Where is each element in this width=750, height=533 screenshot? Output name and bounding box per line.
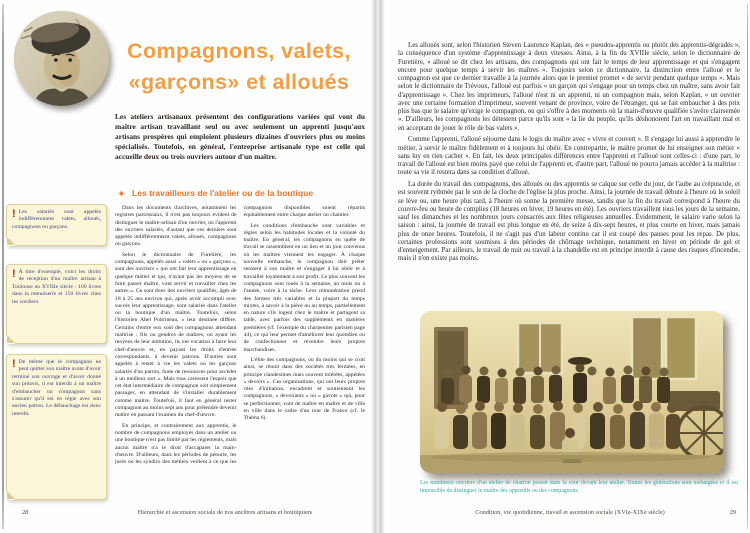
photo-caption: Les nombreux ouvriers d'un atelier de charron posent dans la cour devant leur atelier. Toutes les générations sont mélangées et il est impossible de distinguer le maître des apprentis ou des compagnons. [420, 480, 738, 494]
section-heading [117, 188, 367, 198]
portrait-illustration [14, 11, 109, 106]
body-paragraph: La durée du travail des compagnons, des alloués ou des apprentis se calque sur celle du jour, de l'aube au crépuscule, et est souvent rythmée par le son de la cloche de l'église la plus proche. Ainsi, la journée de travail débute à l'heure où le soleil se lève ou, une heure plus tard, à l'heure où sonne la première messe, tandis que la fin du travail correspond à l'heure du couvre-feu ou heure de complies (18 heures en hiver, 19 heures en été). Les ouvriers travaillent tous les jours de la semaine, sauf les dimanches et les nombreux jours consacrés aux fêtes religieuses annuelles. Évidemment, le salaire varie selon la saison : ainsi, la journée de travail est plus longue en été, de seize à dix-sept heures, et plus courte en hiver, mais jamais plus de onze heures. Toutefois, il ne s'agit pas d'un labeur continu car il est coupé des pauses pour les repas. De plus, certaines professions sont soumises à des périodes de chômage technique, notamment en hiver en période de gel et d'enneigement. Par ailleurs, le travail de nuit ou travail à la chandelle est en principe interdit à cause des risques d'incendie, mais il n'en existe pas moins. [398, 181, 740, 263]
chapter-title [108, 36, 370, 98]
margin-note [6, 204, 107, 246]
exclamation-icon: ! [12, 268, 16, 280]
page-gutter [371, 0, 385, 533]
chapter-intro: Les ateliers artisanaux présentent des configurations variées qui vont du maître artisan travaillant seul ou avec seulement un apprenti jusqu'aux artisans prospères qui emploient plusieurs dizaines d'ouvriers plus ou moins spécialisés. Toutefois, en général, l'entreprise artisanale type est celle qui accueille deux ou trois ouvriers autour d'un maître. [115, 112, 365, 161]
running-footer-left: Hiérarchie et ascension sociale de nos ancêtres artisans et boutiquiers [137, 509, 313, 516]
body-paragraph: En principe, et contrairement aux apprentis, le nombre de compagnons employés dans un atelier ou une boutique n'est pas limité par les règlements, mais aucun maître n'a le droit d'accaparer la main-d'œuvre. D'ailleurs, dans les périodes de pénurie, les jurés ou les syndics des métiers veillent à ce que les compagnons disponibles soient répartis équitablement entre chaque atelier ou chantier. [115, 205, 365, 466]
exclamation-icon: ! [12, 208, 16, 220]
body-paragraph: L'élite des compagnons, ou du moins qui se croit ainsi, se réunit dans des sociétés très fermées, en principe clandestines mais souvent tolérées, appelées « devoirs ». Ces organisations, qui ont leurs propres rites d'initiation, encadrent et soutiennent les compagnons, « devoirants » ou « gavots » qui, pour se perfectionner, vont de maître en maître et de ville en ville dans le cadre d'un tour de France (cf. le Théma 6). [243, 356, 365, 422]
margin-note [6, 264, 107, 344]
body-paragraph: Comme l'apprenti, l'alloué séjourne dans le logis du maître avec « vivre et couvert ». Il s'engage lui aussi à apprendre le métier, à servir le maître fidèlement et à toujours lui obéir. En contrepartie, le maître promet de lui enseigner son métier « sans luy en rien cacher ». En fait, les deux principales différences entre l'apprenti et l'alloué sont celles-ci : d'une part, le travail de l'alloué est bien moins payé que celui de l'apprenti et, d'autre part, l'alloué ne pourra jamais accéder à la maîtrise : toute sa vie il restera dans sa condition d'alloué. [398, 136, 740, 177]
running-footer-right: Condition, vie quotidienne, travail et ascension sociale (XVIe-XIXe siècle) [475, 509, 665, 516]
workshop-group-photo [420, 311, 723, 473]
margin-note [6, 354, 107, 500]
margin-note-text: À titre d'exemple, voici les droits de réception d'un maître artisan à Toulouse au XVIIIe siècle : 100 livres dans la menuiserie et 150 livres chez les cordiers. [12, 269, 101, 305]
page-edge-left [2, 4, 4, 529]
left-page-body-columns [115, 205, 365, 469]
page-number-left: 28 [22, 509, 29, 516]
chapter-portrait-photo [14, 11, 109, 106]
chapter-title-line2: «garçons» et alloués [128, 70, 350, 94]
page-edge-right [747, 4, 748, 529]
body-paragraph: Les alloués sont, selon l'historien Steven Laurence Kaplan, des « pseudos-apprentis ou plutôt des apprentis-dégradés », la conséquence d'un système d'apprentissage à deux vitesses. Ainsi, à la fin du XVIIIe siècle, selon le dictionnaire de Furetière, « alloué se dit chez les artisans, des compagnons qui ont fait le temps de leur apprentissage et qui s'engagent encore pour quelque temps à servir les maîtres ». Toujours selon ce dictionnaire, la distinction entre l'alloué et le compagnon est que ce dernier travaille à la journée alors que le premier promet « de servir pendant quelque temps ». Mais selon le dictionnaire de Trévoux, l'alloué est parfois « un garçon qui s'engage pour un temps chez un maître, sans avoir fait d'apprentissage ». Chez les imprimeurs, l'alloué n'est ni un apprenti, ni un compagnon mais, selon Kaplan, « un ouvrier avec une certaine formation d'imprimeur, souvent venant de province, voire de l'étranger, qui se fait embaucher à des prix plus bas que le salaire qu'exige le compagnon, ou qui s'offre à des moments où la main-d'œuvre qualifiée s'avère clairsemée ». D'ailleurs, les compagnons les détestent parce qu'ils sont « la lie du peuple, qu'ils déshonorent l'art en travaillant mal et en acceptant de jouer le rôle de bas valets ». [398, 42, 740, 132]
body-paragraph: Selon le dictionnaire de Furetière, les compagnons, appelés aussi « valets » ou « garçons », sont des ouvriers « qui ont fait leur apprentissage en quelque métier et qui, n'ayant pas les moyens de se faire passer maître, vont servir et travailler chez les autres ». Ce sont donc des ouvriers qualifiés, âgés de 18 à 25 ans environ qui, après avoir accompli avec succès leur apprentissage, sont salariés dans l'atelier ou la boutique d'un maître. Toutefois, selon l'historien Abel Poitrineau, « leur destinée diffère. Certains d'entre eux sont des compagnons attendant maîtrise : fils ou gendres de maîtres, ou ayant les moyens de leur ambition, ils ont vocation à faire leur chef-d'œuvre et, en payant les droits d'entrée correspondants, à devenir patrons. D'autres sont appelés à rester à vie les valets ou les garçons salariés d'un patron, faute de ressources pour accéder à un meilleur sort ». Mais tous caressent l'espoir que cet état intermédiaire de compagnon soit simplement passager, en attendant de s'installer durablement comme maître. Toutefois, il faut en général rester compagnon au moins sept ans pour prétendre devenir maître en passant l'examen du chef-d'œuvre. [115, 251, 237, 419]
diamond-bullet-icon [118, 189, 125, 196]
exclamation-icon: ! [12, 358, 16, 370]
margin-note-text: Les salariés sont appelés indifféremment valets, alloués, compagnons ou garçons. [12, 209, 101, 230]
body-paragraph: Les conditions d'embauche sont variables et régies selon les habitudes locales et la volonté du maître. En général, les compagnons en quête de travail se rassemblent en un lieu et un jour convenus où les maîtres viennent les engager. À chaque nouvelle embauche, le compagnon doit prêter serment à son maître et s'engager à lui obéir et à travailler loyalement à son profit. Le plus souvent les compagnons sont loués à la semaine, au mois ou à l'année, voire à la tâche. Leur rémunération prend des formes très variables et la plupart du temps mixtes, à savoir à la pièce ou au temps, partiellement en nature s'ils logent chez le maître et partagent sa table, avec parfois des suppléments en matières premières (cf. l'exemple du charpentier parisien page 44), ce qui leur permet d'améliorer leur quotidien ou de confectionner et revendre leurs propres marchandises. [243, 222, 365, 353]
workshop-photo-illustration [420, 311, 723, 473]
body-paragraph: Dans les documents d'archives, notamment les registres paroissiaux, il n'est pas toujours évident de distinguer le maître-artisan d'un ouvrier, ou l'apprenti des ouvriers salariés, d'autant que ces derniers sont appelés indifféremment valets, alloués, compagnons ou garçons. [115, 205, 237, 248]
chapter-title-line1: Compagnons, valets, [127, 39, 351, 63]
margin-note-text: De même que le compagnon ne peut quitter son maître avant d'avoir terminé son ouvrage et d'avoir donné son préavis, il est interdit à un maître d'embaucher un compagnon sans s'assurer qu'il est en règle avec son ancien patron. Le débauchage est donc interdit. [12, 359, 101, 417]
page-number-right: 29 [729, 509, 736, 516]
section-heading-label: Les travailleurs de l'atelier ou de la boutique [132, 188, 314, 198]
